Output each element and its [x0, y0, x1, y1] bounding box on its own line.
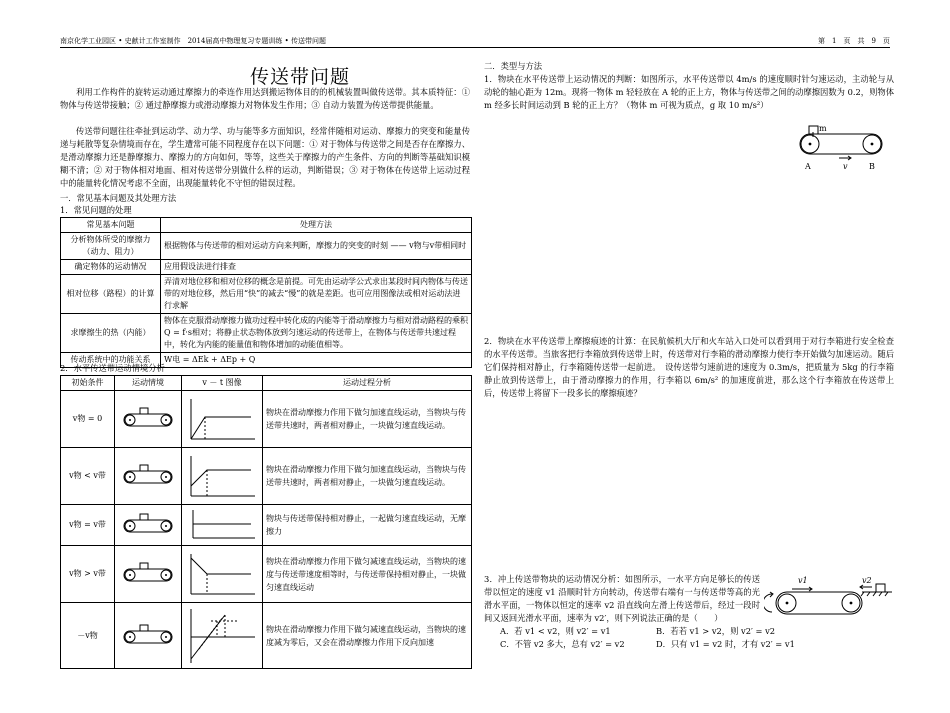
vt-graph	[182, 546, 263, 603]
belt-scene-figure	[115, 448, 182, 505]
table2-condition: v物 < v带	[61, 448, 115, 505]
belt-scene-figure	[115, 603, 182, 669]
table2-header: 运动情境	[115, 376, 182, 391]
question-3: 3．冲上传送带物块的运动情况分析：如图所示，一水平方向足够长的传送带以恒定的速度 v1 沿顺时针方向转动，传送带右端有一与传送带等高的光滑水平面，一物体以恒定的速率 v2 沿直线向左滑上传送带后，经过一段时间又返回光滑水平面，速率为 v2′，则下列说法正确的是（ ）	[484, 574, 760, 623]
section-1-1-heading: 1．常见问题的处理	[60, 205, 132, 215]
table2-description: 物块在滑动摩擦力作用下做匀加速直线运动，当物块与传送带共速时，两者相对静止，一块做匀速直线运动。	[263, 448, 472, 505]
option-d: D．只有 v1 = v2 时，才有 v2′ = v1	[656, 639, 795, 649]
page-title: 传送带问题	[250, 66, 351, 88]
table1-question: 相对位移（路程）的计算	[61, 275, 161, 314]
table2-condition: v物 > v带	[61, 546, 115, 603]
table1-question: 求摩擦生的热（内能）	[61, 314, 161, 353]
table2-header: v － t 图像	[182, 376, 263, 391]
figure-label-m: m	[819, 124, 827, 133]
question-1: 1．物块在水平传送带上运动情况的判断：如图所示，水平传送带以 4m/s 的速度顺时针匀速运动，主动轮与从动轮的轴心距为 12m。现将一物体 m 轻轻放在 A 轮的正上方，物体与传送带之间的动摩擦因数为 0.2，则物体 m 经多长时间运动到 B 轮的正上方？（物体 m 可视为质点，g 取 10 m/s²）	[484, 74, 894, 110]
vt-graph	[182, 505, 263, 546]
belt-scene-figure	[115, 391, 182, 448]
question-3-figure	[764, 576, 894, 622]
vt-graph	[182, 448, 263, 505]
table1-answer: 物体在克服滑动摩擦力做功过程中转化成的内能等于滑动摩擦力与相对滑动路程的乘积 Q = f·s相对；将静止状态物体放到匀速运动的传送带上，在物体与传送带共速过程中，转化为内能的能量值和物体增加的动能值相等。	[161, 314, 472, 353]
figure-label-v2: v2	[862, 576, 872, 585]
horizontal-belt-table	[60, 375, 472, 669]
table1-header: 常见基本问题	[61, 218, 161, 233]
vt-graph	[182, 603, 263, 669]
common-problems-table	[60, 217, 472, 368]
header-left: 南京化学工业园区 • 史献计工作室制作 2014届高中物理复习专题训练 • 传送带问题	[60, 37, 326, 45]
figure-label-v1: v1	[798, 576, 808, 585]
vt-graph	[182, 391, 263, 448]
figure-label-b: B	[869, 162, 875, 171]
table2-description: 物块在滑动摩擦力作用下做匀加速直线运动，当物块与传送带共速时，两者相对静止，一块做匀速直线运动。	[263, 391, 472, 448]
belt-scene-figure	[115, 505, 182, 546]
table1-question: 传动系统中的功能关系	[61, 353, 161, 368]
table2-condition: v物 = 0	[61, 391, 115, 448]
section-1-heading: 一．常见基本问题及其处理方法	[60, 193, 177, 203]
intro-paragraph-1: 利用工作构件的旋转运动通过摩擦力的牵连作用达到搬运物体目的的机械装置叫做传送带。其本质特征：① 物体与传送带接触；② 通过静摩擦力或滑动摩擦力对物体发生作用；③ 自动力装置为传送带提供能量。	[60, 87, 470, 110]
belt-scene-figure	[115, 546, 182, 603]
table1-answer: 根据物体与传送带的相对运动方向来判断，摩擦力的突变的时刻 —— v物与v带相同时	[161, 233, 472, 260]
question-2: 2．物块在水平传送带上摩擦痕迹的计算：在民航候机大厅和火车站入口处可以看到用于对行李箱进行安全检查的水平传送带。当旅客把行李箱放到传送带上时，传送带对行李箱的滑动摩擦力使行李开始做匀加速运动。随后它们保持相对静止，行李箱随传送带一起前进。 设传送带匀速前进的速度为 0.3m/s，把质量为 5kg 的行李箱静止放到传送带上，由于滑动摩擦力的作用，行李箱以 6m/s² 的加速度前进，那么这个行李箱放在传送带上后，传送带上将留下一段多长的摩擦痕迹？	[484, 336, 894, 398]
intro-paragraph-2: 传送带问题往往牵扯到运动学、动力学、功与能等多方面知识，经常伴随相对运动、摩擦力的突变和能量传递与耗散等复杂情境而存在，学生遭常可能不同程度存在以下问题：① 对于物体与传送带之间是否存在摩擦力、是滑动摩擦力还是静摩擦力、摩擦力的方向如何，等等，这些关于摩擦力的产生条件、方向的判断等基础知识模糊不清；② 对于物体相对地面、相对传送带分别做什么样的运动，判断错误；③ 对于物体在传送带上运动过程中的能量转化情况考虑不全面，出现能量转化不守恒的错误过程。	[60, 126, 470, 188]
table2-header: 运动过程分析	[263, 376, 472, 391]
figure-label-v: v	[843, 162, 848, 171]
table2-description: 物块在滑动摩擦力作用下做匀减速直线运动，当物块的速度与传送带速度相等时，与传送带保持相对静止，一块做匀速直线运动	[263, 546, 472, 603]
section-2-heading: 二．类型与方法	[484, 61, 543, 71]
section-1-2-heading: 2．水平传送带运动情境分析	[60, 363, 165, 373]
option-a: A．若 v1 < v2，则 v2′ = v1	[500, 626, 611, 636]
table1-answer: 应用假设法进行排查	[161, 260, 472, 275]
table1-answer: W电 = ΔEk + ΔEp + Q	[161, 353, 472, 368]
table2-condition: －v物	[61, 603, 115, 669]
table1-question: 确定物体的运动情况	[61, 260, 161, 275]
question-1-figure	[795, 122, 890, 176]
figure-label-a: A	[805, 162, 811, 171]
header-page: 第 1 页 共 9 页	[818, 37, 890, 45]
option-b: B．若若 v1 > v2，则 v2′ = v2	[656, 626, 776, 636]
table2-condition: v物 = v带	[61, 505, 115, 546]
table1-answer: 弄清对地位移和相对位移的概念是前提。可先由运动学公式求出某段时间内物体与传送带的对地位移，然后用“快”的减去“慢”的就是差距。也可应用图像法或相对运动法进行求解	[161, 275, 472, 314]
header-rule	[60, 47, 890, 48]
table1-header: 处理方法	[161, 218, 472, 233]
option-c: C．不管 v2 多大，总有 v2′ = v2	[500, 639, 625, 649]
table2-header: 初始条件	[61, 376, 115, 391]
table1-question: 分析物体所受的摩擦力（动力、阻力）	[61, 233, 161, 260]
table2-description: 物块与传送带保持相对静止，一起做匀速直线运动，无摩擦力	[263, 505, 472, 546]
table2-description: 物块在滑动摩擦力作用下做匀减速直线运动，当物块的速度减为零后，又会在滑动摩擦力作用下反向加速	[263, 603, 472, 669]
